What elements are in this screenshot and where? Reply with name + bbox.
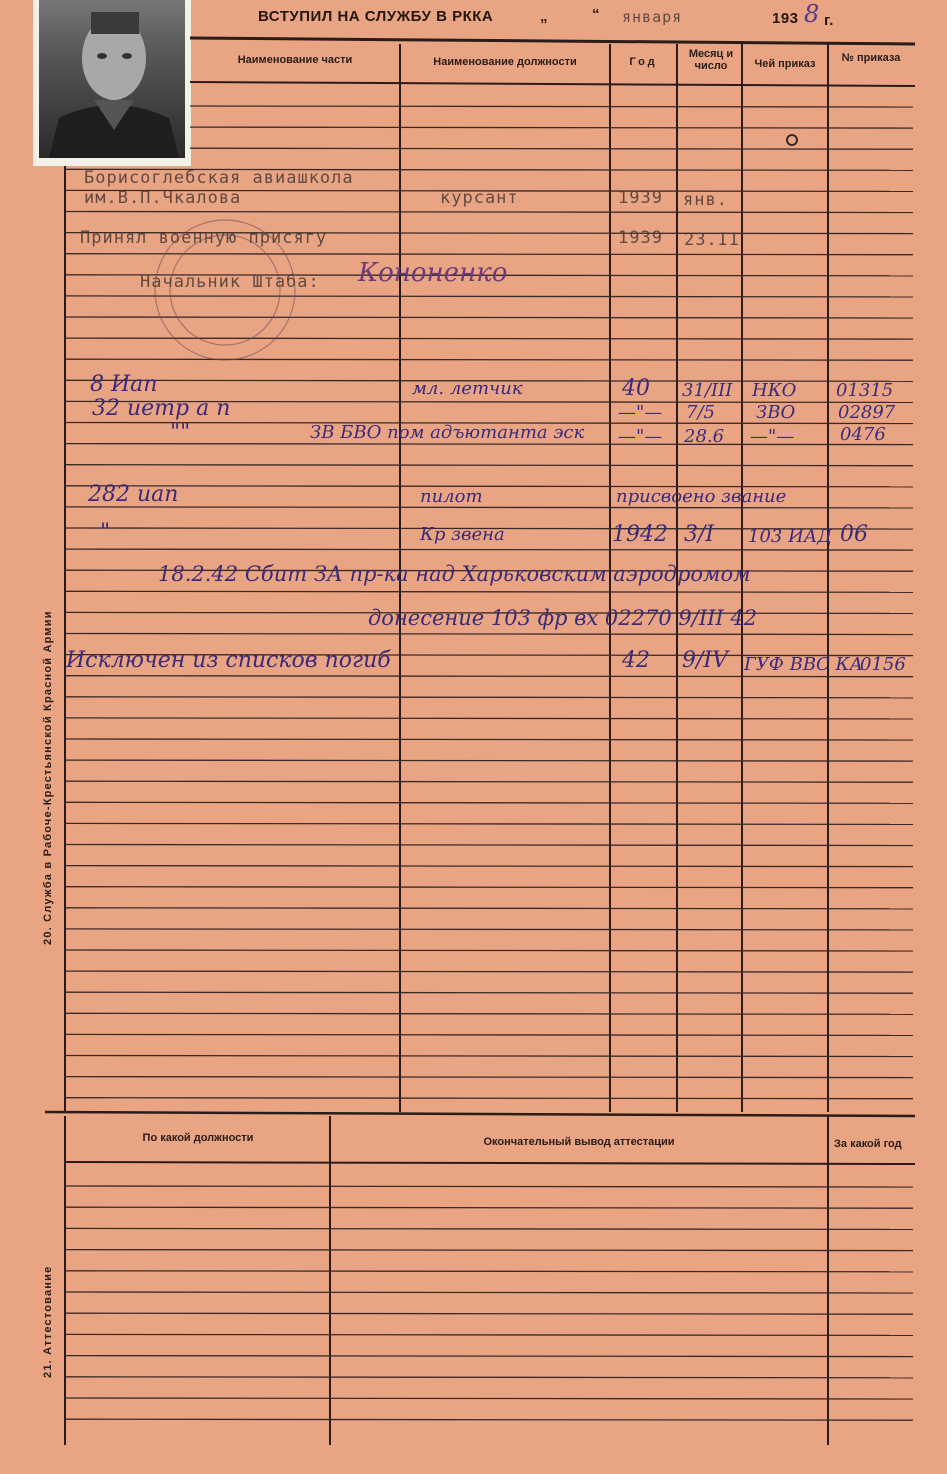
ruling-line <box>65 1250 913 1251</box>
ruling-line <box>65 1334 913 1335</box>
hw-position-4: пилот <box>420 486 483 507</box>
ruling-line <box>65 929 913 930</box>
hw-date-6: 9/IV <box>682 648 728 673</box>
signature: Кононенко <box>358 258 508 288</box>
punch-mark <box>786 134 798 146</box>
ruling-line <box>65 1077 913 1078</box>
ruling-line <box>65 338 913 339</box>
typed-date-1: янв. <box>683 190 728 210</box>
col-header-unit: Наименование части <box>237 54 353 66</box>
ruling-line <box>190 106 913 107</box>
hw-unit-2: 32 иетр а п <box>92 396 231 421</box>
ruling-line <box>65 1398 913 1399</box>
ruling-line <box>65 718 913 719</box>
ruling-line <box>65 823 913 824</box>
col-header-order-by: Чей приказ <box>754 58 816 70</box>
header-quote-close: “ <box>592 6 600 23</box>
ruling-line <box>65 507 913 508</box>
hw-position-1: мл. летчик <box>412 378 523 399</box>
typed-unit-line2: им.В.П.Чкалова <box>84 188 242 208</box>
hw-unit-4: 282 иап <box>88 482 179 507</box>
ruling-line <box>65 845 913 846</box>
hw-unit-3: "" <box>170 420 191 445</box>
hw-year-6: 42 <box>622 648 650 673</box>
hw-date-2: 7/5 <box>686 402 715 423</box>
hw-order-by-3: —"— <box>750 426 795 447</box>
hw-order-no-5: 06 <box>840 522 868 547</box>
hw-year-5: 1942 <box>612 522 668 547</box>
ruling-line <box>65 697 913 698</box>
header-month: января <box>622 8 683 26</box>
col-header-date: Месяц и число <box>688 48 734 72</box>
ruling-line <box>65 359 913 360</box>
typed-unit-line1: Борисоглебская авиашкола <box>84 168 354 188</box>
hw-position-5: Кр звена <box>420 524 505 545</box>
ruling-line <box>65 296 913 297</box>
hw-date-1: 31/III <box>682 380 733 401</box>
hw-order-by-6: ГУФ ВВС КА <box>744 654 864 675</box>
ruling-line <box>65 591 913 592</box>
hw-year-2: —"— <box>618 402 663 423</box>
hw-date-3: 28.6 <box>684 426 725 447</box>
ruling-line <box>65 1292 913 1293</box>
hw-order-by-2: ЗВО <box>756 402 796 423</box>
ruling-line <box>190 127 913 128</box>
ruling-line <box>65 887 913 888</box>
ruling-line <box>190 148 913 149</box>
ruling-line <box>65 739 913 740</box>
typed-oath: Принял военную присягу <box>80 228 328 248</box>
ruling-line <box>65 1034 913 1035</box>
col-header-position: Наименование должности <box>433 56 577 68</box>
ruling-line <box>65 781 913 782</box>
ruling-line <box>65 802 913 803</box>
hw-order-no-2: 02897 <box>838 402 896 423</box>
typed-year-2: 1939 <box>618 228 663 248</box>
header-quote-open: „ <box>540 8 548 25</box>
hw-date-5: 3/I <box>684 522 715 547</box>
ruling-line <box>65 1313 913 1314</box>
ruling-line <box>65 549 913 550</box>
typed-position: курсант <box>440 188 519 208</box>
hw-position-3: ЗВ БВО пом адъютанта эск <box>310 422 585 443</box>
header-year-prefix: 193 <box>772 10 799 27</box>
hw-note-shot-down: 18.2.42 Сбит ЗА пр-ка над Харьковским аэродромом <box>158 562 751 586</box>
col-header-order-no: № приказа <box>841 52 901 64</box>
hw-order-by-1: НКО <box>752 380 797 401</box>
ruling-line <box>65 760 913 761</box>
ruling-line <box>65 1377 913 1378</box>
hw-order-no-3: 0476 <box>840 424 886 445</box>
hw-note-report: донесение 103 фр вх 02270 9/III 42 <box>368 606 758 630</box>
ruling-line <box>65 676 913 677</box>
col-header-year: Год <box>629 56 658 68</box>
ruling-line <box>65 1056 913 1057</box>
ruling-line <box>65 212 913 213</box>
hw-year-3: —"— <box>618 426 663 447</box>
hw-unit-1: 8 Иап <box>90 372 158 397</box>
header-year-suffix: г. <box>824 12 834 29</box>
ruling-line <box>65 634 913 635</box>
hw-order-no-6: 0156 <box>860 654 906 675</box>
ruling-line <box>65 1207 913 1208</box>
ruling-line <box>65 254 913 255</box>
ruling-line <box>65 465 913 466</box>
ruling-line <box>65 317 913 318</box>
att-header-year: За какой год <box>834 1138 902 1150</box>
typed-date-2: 23.II <box>684 230 741 250</box>
typed-year-1: 1939 <box>618 188 663 208</box>
hw-order-by-5: 103 ИАД <box>748 526 833 547</box>
ruling-line <box>65 1098 913 1099</box>
ruling-line <box>65 866 913 867</box>
header-title: ВСТУПИЛ НА СЛУЖБУ В РККА <box>258 8 494 25</box>
ruling-line <box>65 1271 913 1272</box>
ruling-line <box>65 1228 913 1229</box>
ruling-line <box>65 950 913 951</box>
hw-excluded: Исключен из списков погиб <box>66 648 391 673</box>
typed-chief-of-staff: Начальник Штаба: <box>140 272 320 292</box>
header-year-digit: 8 <box>804 0 820 28</box>
hw-year-1: 40 <box>622 376 650 401</box>
att-header-conclusion: Окончательный вывод аттестации <box>483 1136 675 1148</box>
ruling-line <box>65 1186 913 1187</box>
ruling-line <box>65 1419 913 1420</box>
hw-rank-note: присвоено звание <box>616 486 787 507</box>
ruling-line <box>65 992 913 993</box>
ruling-line <box>65 971 913 972</box>
section-label-attestation: 21. Аттестование <box>42 1265 54 1378</box>
ruling-line <box>65 1013 913 1014</box>
section-label-service: 20. Служба в Рабоче-Крестьянской Красной Армии <box>42 610 54 945</box>
att-header-position: По какой должности <box>142 1132 254 1144</box>
ruling-line <box>65 908 913 909</box>
hw-unit-5: " <box>100 520 111 545</box>
hw-order-no-1: 01315 <box>836 380 894 401</box>
ruling-line <box>65 1356 913 1357</box>
